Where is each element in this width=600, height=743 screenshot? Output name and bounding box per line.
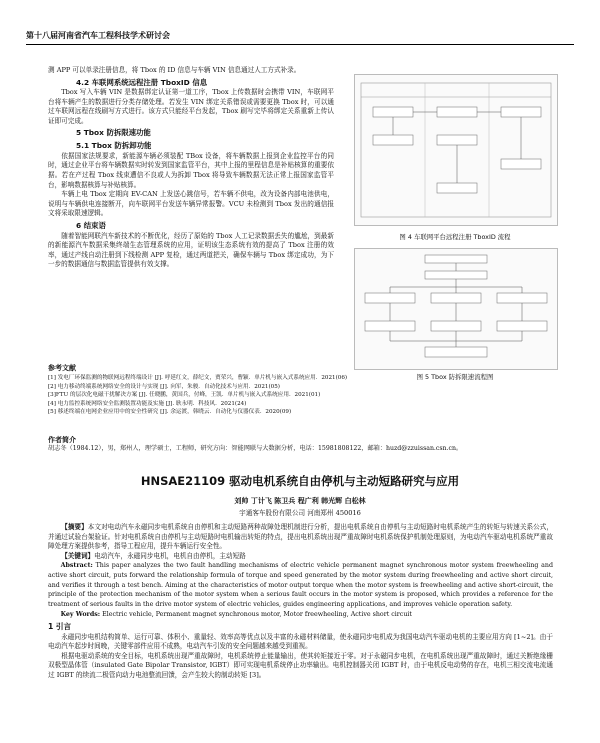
keywords-en xyxy=(48,610,553,620)
figure-4-caption: 图 4 车联网平台远程注册 TboxID 流程 xyxy=(399,233,511,241)
section-5-heading: 5 Tbox 防拆限速功能 xyxy=(76,128,151,138)
reference-item: [3]FTU 的层次化电磁干扰解决方案 [J]. 任晓鹏，黄国兵，付峰，王凯．单片机与嵌入式系统应用．2021(01) xyxy=(48,392,321,399)
keywords-cn xyxy=(48,552,553,562)
abstract-cn-label: 【摘要】 xyxy=(61,523,88,531)
author-info-label: 作者简介 xyxy=(48,436,76,444)
keywords-en-label: Key Words: xyxy=(60,610,101,618)
section-1-heading: 1 引言 xyxy=(48,621,72,631)
article-authors: 刘帅 丁计飞 陈卫兵 程广利 韩光辉 白松林 xyxy=(234,496,366,505)
running-header: 第十八届河南省汽车工程科技学术研讨会 xyxy=(26,30,170,40)
section-5-1-heading: 5.1 Tbox 防拆卸功能 xyxy=(76,141,152,151)
abstract-en-label: Abstract: xyxy=(60,562,93,570)
figure-5-graphic xyxy=(355,249,557,369)
article-title: HNSAE21109 驱动电机系统自由停机与主动短路研究与应用 xyxy=(140,474,460,488)
article-affiliation: 宇通客车股份有限公司 河南郑州 450016 xyxy=(239,509,361,517)
reference-item: [4] 电力监控系统网络安全监测装置功能及实施 [J]. 耿永明．科技风．2021(24) xyxy=(48,400,247,407)
section-6-heading: 6 结束语 xyxy=(76,220,106,230)
para-4-2: Tbox 写入车辆 VIN 是数据绑定认证第一道工序，Tbox 上传数据时会携带 VIN，车联网平台将车辆产生的数据进行分类存储处理。若发生 VIN 绑定关系错误或需要更换 Tbox 时，可以通过车联网远程在线刷写方式进行。该方式只能经平台发起，Tbox 刷写完毕将绑定关系重新上传认证即可完成。 xyxy=(48,88,334,125)
figure-4-graphic xyxy=(355,75,557,225)
figure-5-flowchart xyxy=(354,248,558,370)
figure-4-flowchart xyxy=(354,74,558,226)
author-info xyxy=(48,432,553,454)
header-rule xyxy=(26,44,574,45)
left-column xyxy=(48,66,334,270)
keywords-cn-label: 【关键词】 xyxy=(61,551,95,560)
para-6: 随着智能网联汽车新技术的不断优化，经历了原始的 Tbox 人工记录数据丢失的尴尬，到最新的新能源汽车数据采集终端生态管理系统的应用，证明该生态系统有效的提高了 Tbox 注册的效率，通过产线自动注册到下线检测 APP 复检，通过两道把关，确保车辆与 Tbox 绑定成功，为下一步的数据通信与数据监管提供有效支撑。 xyxy=(48,231,334,269)
reference-item: [1] 发电厂环保监测的物联网远程终端设计 [J]. 呼延红文，薛纪文，贾荣兴，曹颖．单片机与嵌入式系统应用．2021(06) xyxy=(48,374,348,381)
keywords-en-text: Electric vehicle, Permanent magnet synchronous motor, Motor freewheeling, Active short circuit xyxy=(102,610,412,618)
references-title: 参考文献 xyxy=(48,364,76,372)
abstract-cn xyxy=(48,523,553,552)
para-5-1a: 依据国家法规要求，新能源车辆必须装配 TBox 设备，将车辆数据上报到企业监控平台的同时，通过企业平台将车辆数据实时转发到国家监管平台，其中上报的里程信息是补贴核算的重要依据。若在产过程 Tbox 线束遭信不良或人为拆卸 Tbox 将导致车辆数据无法正常上报国家监管平台，影响数据核算与补贴核算。 xyxy=(48,151,334,189)
intro-para-1: 永磁同步电机结构简单、运行可靠、体积小、重量轻、效率高等优点以及丰富的永磁材料储量，使永磁同步电机成为我国电动汽车驱动电机的主要应用方向 [1~2]。由于电动汽车起步时间晚，关键零部件应用不成熟，电动汽车引发的安全问题越来越受到重视。 xyxy=(48,632,553,651)
para-5-1b: 车辆上电 Tbox 定期向 EV-CAN 上发送心跳信号，若车辆不供电，改为设备内部电池供电，说明与车辆供电连接断开，向车联网平台发送车辆异常报警。VCU 未检测到 Tbox 发出的通信报文将采取限速逻辑。 xyxy=(48,190,334,218)
author-info-text: 胡志冬（1984.12），男，郑州人，理学硕士，工程师，研究方向：智能网联与大数据分析，电话：15981808122，邮箱：huzd@zzuissan.csn.cn。 xyxy=(48,445,463,453)
para-intro: 测 APP 可以单录注册信息，将 Tbox 的 ID 信息与车辆 VIN 信息通过人工方式补录。 xyxy=(48,66,301,74)
section-4-2-heading: 4.2 车联网系统远程注册 TboxID 信息 xyxy=(76,77,208,87)
references xyxy=(48,360,553,417)
abstract-en-text: This paper analyzes the two fault handling mechanisms of electric vehicle permanent magnet synchronous motor system freewheeling and active short circuit, puts forward the relationship formula of torque and speed generated by the motor system during freewheeling and active short circuit, and verifies it through a test bench. Aiming at the characteristics of motor output torque when the motor system is freewheeling and active short-circuit, the principle of the protection mechanism of the motor system when a serious fault occurs in the motor system is proposed, which provides a reference for the treatment of serious faults in the drive motor system of electric vehicles, guides engineering applications, and improves vehicle operation safety. xyxy=(48,562,553,609)
reference-item: [5] 移述终端在电网企业应用中的安全性研究 [J]. 余运渡，韩晓云．自动化与仪器仪表．2020(09) xyxy=(48,409,292,416)
figure-5-caption: 图 5 Tbox 防拆限速流程图 xyxy=(416,373,494,381)
reference-item: [2] 电力移动终端系统网络安全的设计与实现 [J]. 向军，朱骏．自动化技术与应用．2021(05) xyxy=(48,383,280,390)
abstract-en xyxy=(48,561,553,610)
abstract-cn-text: 本文对电动汽车永磁同步电机系统自由停机和主动短路两种故障处理机制进行分析，提出电机系统自由停机与主动短路时电机系统产生的转矩与转速关系公式，并通过试验台架验证。针对电机系统自由停机与主动短路时电机输出转矩的特点，提出电机系统出现严重故障时电机系统保护机制处理原则，为电动汽车驱动电机系统严重故障处理方案提供参考，指导工程应用，提升车辆运行安全性。 xyxy=(48,523,554,551)
keywords-cn-text: 电动汽车，永磁同步电机，电机自由停机，主动短路 xyxy=(94,551,246,560)
article-body xyxy=(48,523,553,680)
intro-para-2: 根据电驱动系统的安全目标，电机系统出现严重故障时，电机系统停止能量输出，使其转矩接近于零。对于永磁同步电机，在电机系统出现严重故障时，通过关断绝缘栅双极型晶体管（insulated Gate Bipolar Transistor, IGBT）即可实现电机系统停止功率输出。电机控制器关闭 IGBT 时，由于电机反电动势的存在，电机三相交流电流通过 IGBT 的续流二极管向动力电池整流回馈，会产生较大的制动转矩 [3]。 xyxy=(48,651,553,679)
